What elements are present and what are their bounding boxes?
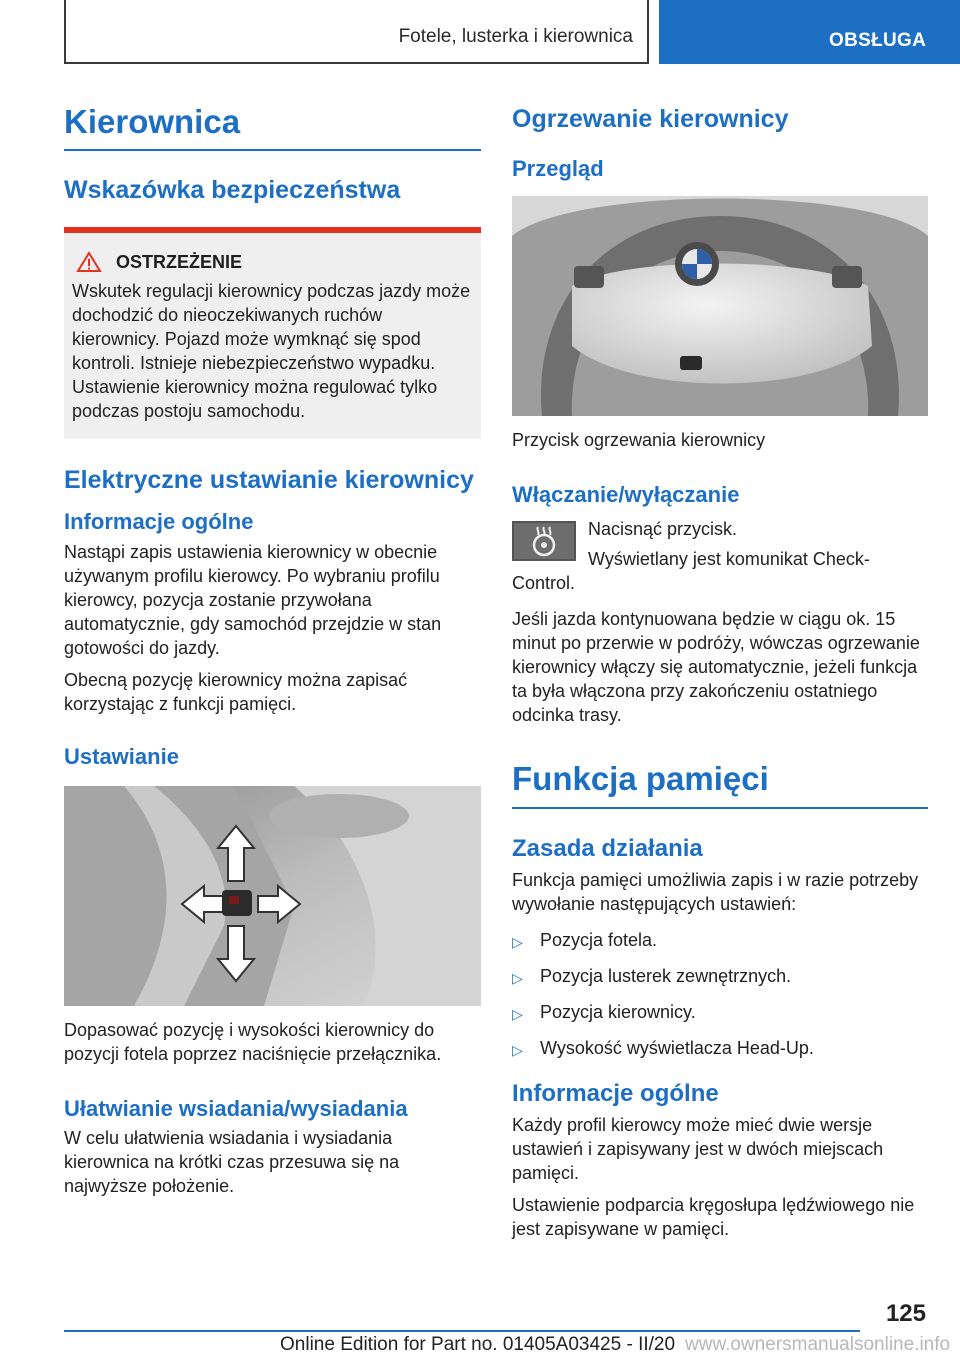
steering-wheel-photo <box>512 196 928 416</box>
onoff-paragraph-2b: Control. <box>512 572 576 593</box>
warning-text: Wskutek regulacji kierownicy podczas jazdy może dochodzić do nieoczekiwanych ruchów kierownicy. Pojazd może wymknąć się spod kontroli. Istnieje niebezpieczeństwo wypadku. Ustawienie kierownicy można regulować tylko podczas postoju samochodu. <box>72 281 471 422</box>
bullet-triangle-icon: ▷ <box>512 969 523 986</box>
footer-rule <box>64 1330 860 1332</box>
edition-text: Online Edition for Part no. 01405A03425 - II/20 <box>280 1334 676 1355</box>
steering-wheel-illustration <box>512 196 928 416</box>
easy-entry-text: W celu ułatwienia wsiadania i wysiadania kierownica na krótki czas przesuwa się na najwyższe położenie. <box>64 1128 400 1197</box>
steering-column-switch-illustration <box>64 786 481 1006</box>
general-paragraph-2: Obecną pozycję kierownicy można zapisać korzystając z funkcji pamięci. <box>64 669 408 714</box>
right-column <box>512 100 928 1241</box>
title-rule <box>64 149 481 151</box>
adjust-caption: Dopasować pozycję i wysokości kierownicy do pozycji fotela poprzez naciśnięcie przełącznika. <box>64 1020 442 1065</box>
general-paragraph-1: Nastąpi zapis ustawienia kierownicy w obecnie używanym profilu kierowcy. Po wybraniu profilu kierowcy, pozycja zostanie przywołana automatycznie, gdy samochód przejdzie w stan gotowości do jazdy. <box>64 541 442 658</box>
memory-title: Funkcja pamięci <box>512 759 769 797</box>
site-watermark[interactable]: www.ownersmanualsonline.info <box>685 1334 951 1355</box>
principle-text: Funkcja pamięci umożliwia zapis i w razie potrzeby wywołanie następujących ustawień: <box>512 869 919 914</box>
steering-adjust-photo <box>64 786 481 1006</box>
warning-icon <box>76 251 102 273</box>
warning-box <box>64 227 481 439</box>
warning-label: OSTRZEŻENIE <box>116 251 243 272</box>
memory-rule <box>512 807 928 809</box>
bullet-triangle-icon: ▷ <box>512 933 523 950</box>
easy-entry-heading: Ułatwianie wsiadania/wysiadania <box>64 1096 408 1122</box>
memory-settings-list <box>512 928 928 1062</box>
info-paragraph-2: Ustawienie podparcia kręgosłupa lędźwiowego nie jest zapisywane w pamięci. <box>512 1194 915 1239</box>
list-item: ▷ Wysokość wyświetlacza Head-Up. <box>512 1036 928 1062</box>
onoff-block <box>512 517 928 587</box>
info-heading: Informacje ogólne <box>512 1079 719 1107</box>
principle-heading: Zasada działania <box>512 835 703 863</box>
onoff-heading: Włączanie/wyłączanie <box>512 482 740 508</box>
safety-heading: Wskazówka bezpieczeństwa <box>64 176 401 205</box>
general-heading: Informacje ogólne <box>64 509 254 535</box>
list-item: ▷ Pozycja kierownicy. <box>512 1000 928 1026</box>
steering-heat-button[interactable] <box>512 521 576 561</box>
chapter-tab[interactable] <box>659 0 960 64</box>
list-item: ▷ Pozycja lusterek zewnętrznych. <box>512 964 928 990</box>
overview-caption: Przycisk ogrzewania kierownicy <box>512 430 766 451</box>
steering-heat-icon <box>514 523 574 559</box>
adjust-heading: Ustawianie <box>64 743 179 769</box>
info-paragraph-1: Każdy profil kierowcy może mieć dwie wersje ustawień i zapisywany jest w dwóch miejscach pamięci. <box>512 1114 884 1183</box>
onoff-paragraph-1: Nacisnąć przycisk. <box>588 518 738 539</box>
page-number: 125 <box>885 1300 926 1327</box>
header-section-box <box>64 0 649 64</box>
heating-heading: Ogrzewanie kierownicy <box>512 105 789 133</box>
electric-heading: Elektryczne ustawianie kierownicy <box>64 466 474 495</box>
bullet-triangle-icon: ▷ <box>512 1041 523 1058</box>
left-column <box>64 100 481 1198</box>
warning-title <box>72 251 473 273</box>
bullet-triangle-icon: ▷ <box>512 1005 523 1022</box>
page-title: Kierownica <box>64 103 241 140</box>
onoff-paragraph-2a: Wyświetlany jest komunikat Check- <box>588 548 870 569</box>
overview-heading: Przegląd <box>512 156 604 181</box>
list-item: ▷ Pozycja fotela. <box>512 928 928 954</box>
section-title: Fotele, lusterka i kierownica <box>398 26 633 47</box>
chapter-tab-label: OBSŁUGA <box>829 30 927 51</box>
onoff-paragraph-3: Jeśli jazda kontynuowana będzie w ciągu ok. 15 minut po przerwie w podróży, wówczas ogrzewanie kierownicy włączy się automatycznie, jeżeli funkcja ta była włączona przy zakończeniu ostatniego odcinka trasy. <box>512 608 920 725</box>
